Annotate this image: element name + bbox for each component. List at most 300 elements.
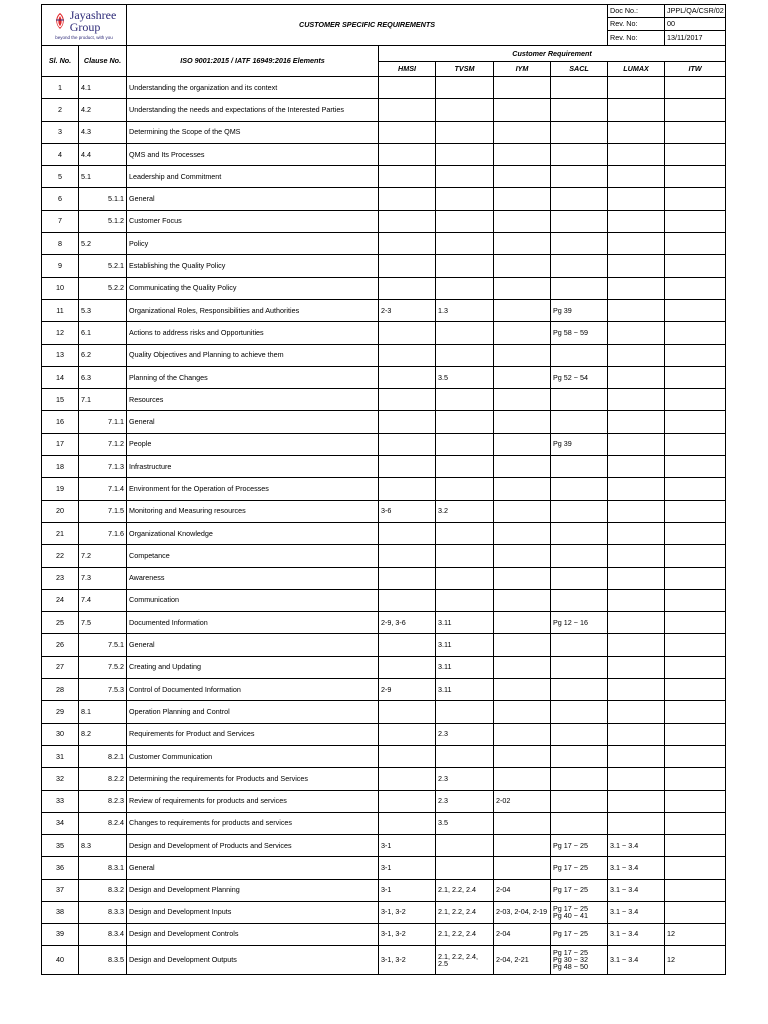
requirement-cell (665, 389, 726, 411)
table-row (42, 233, 726, 255)
clause-cell: 7.1.5 (79, 500, 127, 522)
clause-cell: 7.1.2 (79, 433, 127, 455)
clause-cell: 5.2 (79, 233, 127, 255)
requirement-cell: 12 (665, 945, 726, 974)
element-cell: Communication (127, 589, 379, 611)
clause-cell: 8.2.1 (79, 745, 127, 767)
requirement-cell (379, 522, 436, 544)
requirement-cell (608, 679, 665, 701)
element-cell: Design and Development Inputs (127, 901, 379, 923)
requirement-cell (494, 679, 551, 701)
table-row (42, 901, 726, 923)
requirement-cell (665, 210, 726, 232)
table-row (42, 857, 726, 879)
requirement-cell (551, 210, 608, 232)
requirement-cell (665, 233, 726, 255)
requirement-cell (494, 567, 551, 589)
clause-cell: 5.1 (79, 166, 127, 188)
requirement-cell (494, 433, 551, 455)
requirement-cell (551, 277, 608, 299)
element-cell: Documented Information (127, 612, 379, 634)
clause-cell: 8.2.4 (79, 812, 127, 834)
clause-cell: 6.1 (79, 322, 127, 344)
sl-no-cell: 18 (42, 456, 79, 478)
requirement-cell: 1.3 (436, 299, 494, 321)
table-row (42, 188, 726, 210)
requirement-cell (665, 679, 726, 701)
requirement-cell: 3.11 (436, 679, 494, 701)
table-row (42, 456, 726, 478)
clause-cell: 8.1 (79, 701, 127, 723)
table-row (42, 656, 726, 678)
requirement-cell (608, 255, 665, 277)
requirement-cell (608, 366, 665, 388)
table-row (42, 366, 726, 388)
requirement-cell (665, 411, 726, 433)
col-header-customer: ITW (665, 62, 726, 77)
requirement-cell (665, 701, 726, 723)
requirement-cell (608, 210, 665, 232)
sl-no-cell: 23 (42, 567, 79, 589)
table-row (42, 299, 726, 321)
requirement-cell: 2-9, 3-6 (379, 612, 436, 634)
table-row (42, 701, 726, 723)
element-cell: People (127, 433, 379, 455)
requirement-cell: 3.1 ~ 3.4 (608, 945, 665, 974)
requirement-cell (379, 745, 436, 767)
requirement-cell: 2-04 (494, 879, 551, 901)
element-cell: Establishing the Quality Policy (127, 255, 379, 277)
table-row (42, 567, 726, 589)
clause-cell: 7.1.1 (79, 411, 127, 433)
requirement-cell (494, 522, 551, 544)
requirement-cell (494, 99, 551, 121)
logo-tagline: beyond the product, with you (55, 34, 113, 40)
col-header-customer: HMSI (379, 62, 436, 77)
requirement-cell: 3.2 (436, 500, 494, 522)
table-row (42, 500, 726, 522)
element-cell: Control of Documented Information (127, 679, 379, 701)
requirement-cell (379, 433, 436, 455)
requirement-cell (436, 77, 494, 99)
requirement-cell (494, 121, 551, 143)
sl-no-cell: 28 (42, 679, 79, 701)
requirement-cell: 3-1 (379, 835, 436, 857)
requirement-cell (379, 366, 436, 388)
requirement-cell (665, 545, 726, 567)
table-row (42, 255, 726, 277)
requirement-cell: 3.1 ~ 3.4 (608, 923, 665, 945)
col-header-customer: TVSM (436, 62, 494, 77)
requirement-cell (665, 500, 726, 522)
requirement-cell (436, 857, 494, 879)
requirement-cell (436, 545, 494, 567)
sl-no-cell: 40 (42, 945, 79, 974)
requirement-cell (665, 857, 726, 879)
requirements-table (41, 4, 726, 975)
requirement-cell: 2-02 (494, 790, 551, 812)
requirement-cell (665, 835, 726, 857)
requirement-cell (551, 679, 608, 701)
requirement-cell (379, 277, 436, 299)
requirement-cell (436, 433, 494, 455)
requirement-cell (436, 99, 494, 121)
sl-no-cell: 13 (42, 344, 79, 366)
table-row (42, 389, 726, 411)
element-cell: General (127, 857, 379, 879)
requirement-cell (665, 77, 726, 99)
element-cell: Resources (127, 389, 379, 411)
requirement-cell: 3-1 (379, 879, 436, 901)
requirement-cell: 2-04 (494, 923, 551, 945)
requirement-cell (379, 344, 436, 366)
sl-no-cell: 37 (42, 879, 79, 901)
requirement-cell (608, 500, 665, 522)
sl-no-cell: 31 (42, 745, 79, 767)
requirement-cell (665, 567, 726, 589)
element-cell: Design and Development Outputs (127, 945, 379, 974)
requirement-cell (551, 812, 608, 834)
table-row (42, 77, 726, 99)
doc-info-value: 13/11/2017 (665, 31, 726, 46)
requirement-cell (665, 812, 726, 834)
element-cell: Organizational Knowledge (127, 522, 379, 544)
requirement-cell: 3.1 ~ 3.4 (608, 879, 665, 901)
doc-info-label: Rev. No: (608, 18, 665, 31)
table-row (42, 945, 726, 974)
table-row (42, 589, 726, 611)
requirement-cell (436, 210, 494, 232)
sl-no-cell: 30 (42, 723, 79, 745)
requirement-cell (494, 255, 551, 277)
requirement-cell (551, 255, 608, 277)
table-row (42, 768, 726, 790)
sl-no-cell: 4 (42, 143, 79, 165)
requirement-cell: Pg 17 ~ 25 (551, 923, 608, 945)
sl-no-cell: 21 (42, 522, 79, 544)
table-row (42, 99, 726, 121)
requirement-cell (436, 522, 494, 544)
sl-no-cell: 25 (42, 612, 79, 634)
element-cell: Planning of the Changes (127, 366, 379, 388)
requirement-cell: 3.5 (436, 366, 494, 388)
clause-cell: 7.3 (79, 567, 127, 589)
requirement-cell (665, 299, 726, 321)
sl-no-cell: 24 (42, 589, 79, 611)
clause-cell: 5.1.1 (79, 188, 127, 210)
element-cell: Customer Communication (127, 745, 379, 767)
element-cell: General (127, 634, 379, 656)
requirement-cell (436, 255, 494, 277)
requirement-cell (551, 500, 608, 522)
sl-no-cell: 39 (42, 923, 79, 945)
requirement-cell (608, 522, 665, 544)
requirement-cell (494, 545, 551, 567)
requirement-cell (379, 99, 436, 121)
requirement-cell (494, 723, 551, 745)
requirement-cell (551, 522, 608, 544)
requirement-cell (665, 433, 726, 455)
requirement-cell (494, 612, 551, 634)
clause-cell: 5.3 (79, 299, 127, 321)
requirement-cell (494, 299, 551, 321)
requirement-cell (494, 656, 551, 678)
table-row (42, 790, 726, 812)
requirement-cell (379, 545, 436, 567)
sl-no-cell: 33 (42, 790, 79, 812)
requirement-cell (494, 166, 551, 188)
table-row (42, 277, 726, 299)
requirement-cell (379, 567, 436, 589)
requirement-cell (436, 745, 494, 767)
requirement-cell (494, 589, 551, 611)
clause-cell: 4.3 (79, 121, 127, 143)
requirement-cell (551, 344, 608, 366)
clause-cell: 5.1.2 (79, 210, 127, 232)
requirement-cell (436, 567, 494, 589)
element-cell: Monitoring and Measuring resources (127, 500, 379, 522)
requirement-cell (608, 812, 665, 834)
logo (42, 5, 127, 46)
requirement-cell (551, 701, 608, 723)
requirement-cell (379, 634, 436, 656)
sl-no-cell: 34 (42, 812, 79, 834)
table-row (42, 322, 726, 344)
element-cell: Infrastructure (127, 456, 379, 478)
requirement-cell (379, 210, 436, 232)
requirement-cell (436, 233, 494, 255)
clause-cell: 4.4 (79, 143, 127, 165)
sl-no-cell: 27 (42, 656, 79, 678)
requirement-cell (665, 277, 726, 299)
requirement-cell (379, 77, 436, 99)
requirement-cell (379, 456, 436, 478)
clause-cell: 8.3.1 (79, 857, 127, 879)
requirement-cell (379, 790, 436, 812)
clause-cell: 6.2 (79, 344, 127, 366)
requirement-cell (494, 188, 551, 210)
requirement-cell (665, 589, 726, 611)
requirement-cell (608, 567, 665, 589)
requirement-cell: Pg 58 ~ 59 (551, 322, 608, 344)
element-cell: Communicating the Quality Policy (127, 277, 379, 299)
requirement-cell: 2.3 (436, 768, 494, 790)
requirement-cell (665, 344, 726, 366)
requirement-cell (665, 745, 726, 767)
element-cell: Determining the requirements for Products and Services (127, 768, 379, 790)
sl-no-cell: 5 (42, 166, 79, 188)
table-row (42, 433, 726, 455)
element-cell: General (127, 411, 379, 433)
logo-name-line2: Group (69, 19, 101, 34)
table-row (42, 478, 726, 500)
requirement-cell (665, 901, 726, 923)
col-header-clause-no: Clause No. (79, 46, 127, 77)
sl-no-cell: 8 (42, 233, 79, 255)
requirement-cell (379, 701, 436, 723)
requirement-cell (551, 143, 608, 165)
requirement-cell: 3.11 (436, 656, 494, 678)
requirement-cell (608, 233, 665, 255)
requirement-cell (379, 255, 436, 277)
sl-no-cell: 1 (42, 77, 79, 99)
requirement-cell (665, 790, 726, 812)
col-header-sl-no: Sl. No. (42, 46, 79, 77)
requirement-cell (608, 656, 665, 678)
requirement-cell (379, 478, 436, 500)
requirement-cell: 2.1, 2.2, 2.4 (436, 923, 494, 945)
sl-no-cell: 26 (42, 634, 79, 656)
element-cell: Review of requirements for products and services (127, 790, 379, 812)
table-row (42, 835, 726, 857)
requirement-cell (665, 188, 726, 210)
requirement-cell: 3-1 (379, 857, 436, 879)
table-row (42, 812, 726, 834)
requirement-cell (551, 77, 608, 99)
table-row (42, 522, 726, 544)
requirement-cell (665, 768, 726, 790)
requirement-cell (551, 567, 608, 589)
requirement-cell (436, 188, 494, 210)
requirement-cell (494, 456, 551, 478)
requirement-cell (494, 701, 551, 723)
requirement-cell: 2.3 (436, 723, 494, 745)
clause-cell: 7.5.1 (79, 634, 127, 656)
element-cell: Design and Development of Products and Services (127, 835, 379, 857)
requirement-cell: 2.1, 2.2, 2.4, 2.5 (436, 945, 494, 974)
requirement-cell (608, 188, 665, 210)
clause-cell: 8.2.2 (79, 768, 127, 790)
requirement-cell (436, 456, 494, 478)
table-row (42, 745, 726, 767)
clause-cell: 5.2.2 (79, 277, 127, 299)
requirement-cell (379, 768, 436, 790)
clause-cell: 5.2.1 (79, 255, 127, 277)
requirement-cell (608, 701, 665, 723)
sl-no-cell: 11 (42, 299, 79, 321)
requirement-cell (436, 344, 494, 366)
requirement-cell (494, 478, 551, 500)
logo-name-line1: Jayashree (69, 7, 117, 22)
clause-cell: 8.3.4 (79, 923, 127, 945)
table-row (42, 411, 726, 433)
requirement-cell: Pg 12 ~ 16 (551, 612, 608, 634)
requirement-cell (608, 411, 665, 433)
sl-no-cell: 2 (42, 99, 79, 121)
requirement-cell (436, 143, 494, 165)
requirement-cell (494, 322, 551, 344)
requirement-cell (379, 121, 436, 143)
element-cell: General (127, 188, 379, 210)
requirement-cell (551, 589, 608, 611)
requirement-cell (436, 166, 494, 188)
clause-cell: 7.1 (79, 389, 127, 411)
requirement-cell: 2.1, 2.2, 2.4 (436, 901, 494, 923)
clause-cell: 7.5.3 (79, 679, 127, 701)
requirement-cell (379, 812, 436, 834)
requirement-cell: Pg 39 (551, 433, 608, 455)
requirement-cell (608, 589, 665, 611)
table-row (42, 166, 726, 188)
requirement-cell (608, 322, 665, 344)
requirement-cell (665, 634, 726, 656)
requirement-cell (551, 656, 608, 678)
sl-no-cell: 16 (42, 411, 79, 433)
requirement-cell (494, 344, 551, 366)
requirement-cell (379, 143, 436, 165)
requirement-cell: 3-1, 3-2 (379, 923, 436, 945)
doc-info-value: JPPL/QA/CSR/02 (665, 5, 726, 18)
jayashree-emblem-icon (52, 12, 68, 30)
requirement-cell (494, 143, 551, 165)
requirement-cell (608, 456, 665, 478)
sl-no-cell: 3 (42, 121, 79, 143)
requirement-cell (608, 478, 665, 500)
element-cell: QMS and Its Processes (127, 143, 379, 165)
requirement-cell (551, 121, 608, 143)
requirement-cell (665, 522, 726, 544)
document-title: CUSTOMER SPECIFIC REQUIREMENTS (127, 5, 608, 46)
requirement-cell: 2.3 (436, 790, 494, 812)
requirement-cell: Pg 17 ~ 25 Pg 30 ~ 32 Pg 48 ~ 50 (551, 945, 608, 974)
requirement-cell: Pg 17 ~ 25 (551, 857, 608, 879)
requirement-cell (551, 188, 608, 210)
requirement-cell (551, 545, 608, 567)
sl-no-cell: 15 (42, 389, 79, 411)
sl-no-cell: 35 (42, 835, 79, 857)
clause-cell: 8.3.5 (79, 945, 127, 974)
requirement-cell (436, 411, 494, 433)
requirement-cell (608, 634, 665, 656)
requirement-cell: 3.1 ~ 3.4 (608, 901, 665, 923)
requirement-cell: 3.1 ~ 3.4 (608, 835, 665, 857)
requirement-cell (608, 121, 665, 143)
requirement-cell (665, 322, 726, 344)
table-row (42, 723, 726, 745)
sl-no-cell: 6 (42, 188, 79, 210)
requirement-cell (379, 411, 436, 433)
requirement-cell (608, 768, 665, 790)
requirement-cell: 2-03, 2-04, 2-19 (494, 901, 551, 923)
element-cell: Environment for the Operation of Processes (127, 478, 379, 500)
requirement-cell (494, 500, 551, 522)
element-cell: Design and Development Planning (127, 879, 379, 901)
requirement-cell (608, 77, 665, 99)
table-row (42, 679, 726, 701)
requirement-cell: Pg 17 ~ 25 (551, 879, 608, 901)
requirement-cell (494, 835, 551, 857)
requirement-cell: 3-1, 3-2 (379, 945, 436, 974)
requirement-cell: 2.1, 2.2, 2.4 (436, 879, 494, 901)
clause-cell: 8.2 (79, 723, 127, 745)
element-cell: Determining the Scope of the QMS (127, 121, 379, 143)
clause-cell: 8.3.3 (79, 901, 127, 923)
col-header-customer: SACL (551, 62, 608, 77)
clause-cell: 7.5.2 (79, 656, 127, 678)
requirement-cell: 3.1 ~ 3.4 (608, 857, 665, 879)
requirement-cell (436, 389, 494, 411)
doc-info-label: Doc No.: (608, 5, 665, 18)
sl-no-cell: 19 (42, 478, 79, 500)
sl-no-cell: 20 (42, 500, 79, 522)
requirement-cell (494, 812, 551, 834)
requirement-cell (665, 121, 726, 143)
sl-no-cell: 9 (42, 255, 79, 277)
sl-no-cell: 29 (42, 701, 79, 723)
clause-cell: 7.1.3 (79, 456, 127, 478)
element-cell: Creating and Updating (127, 656, 379, 678)
clause-cell: 7.1.4 (79, 478, 127, 500)
